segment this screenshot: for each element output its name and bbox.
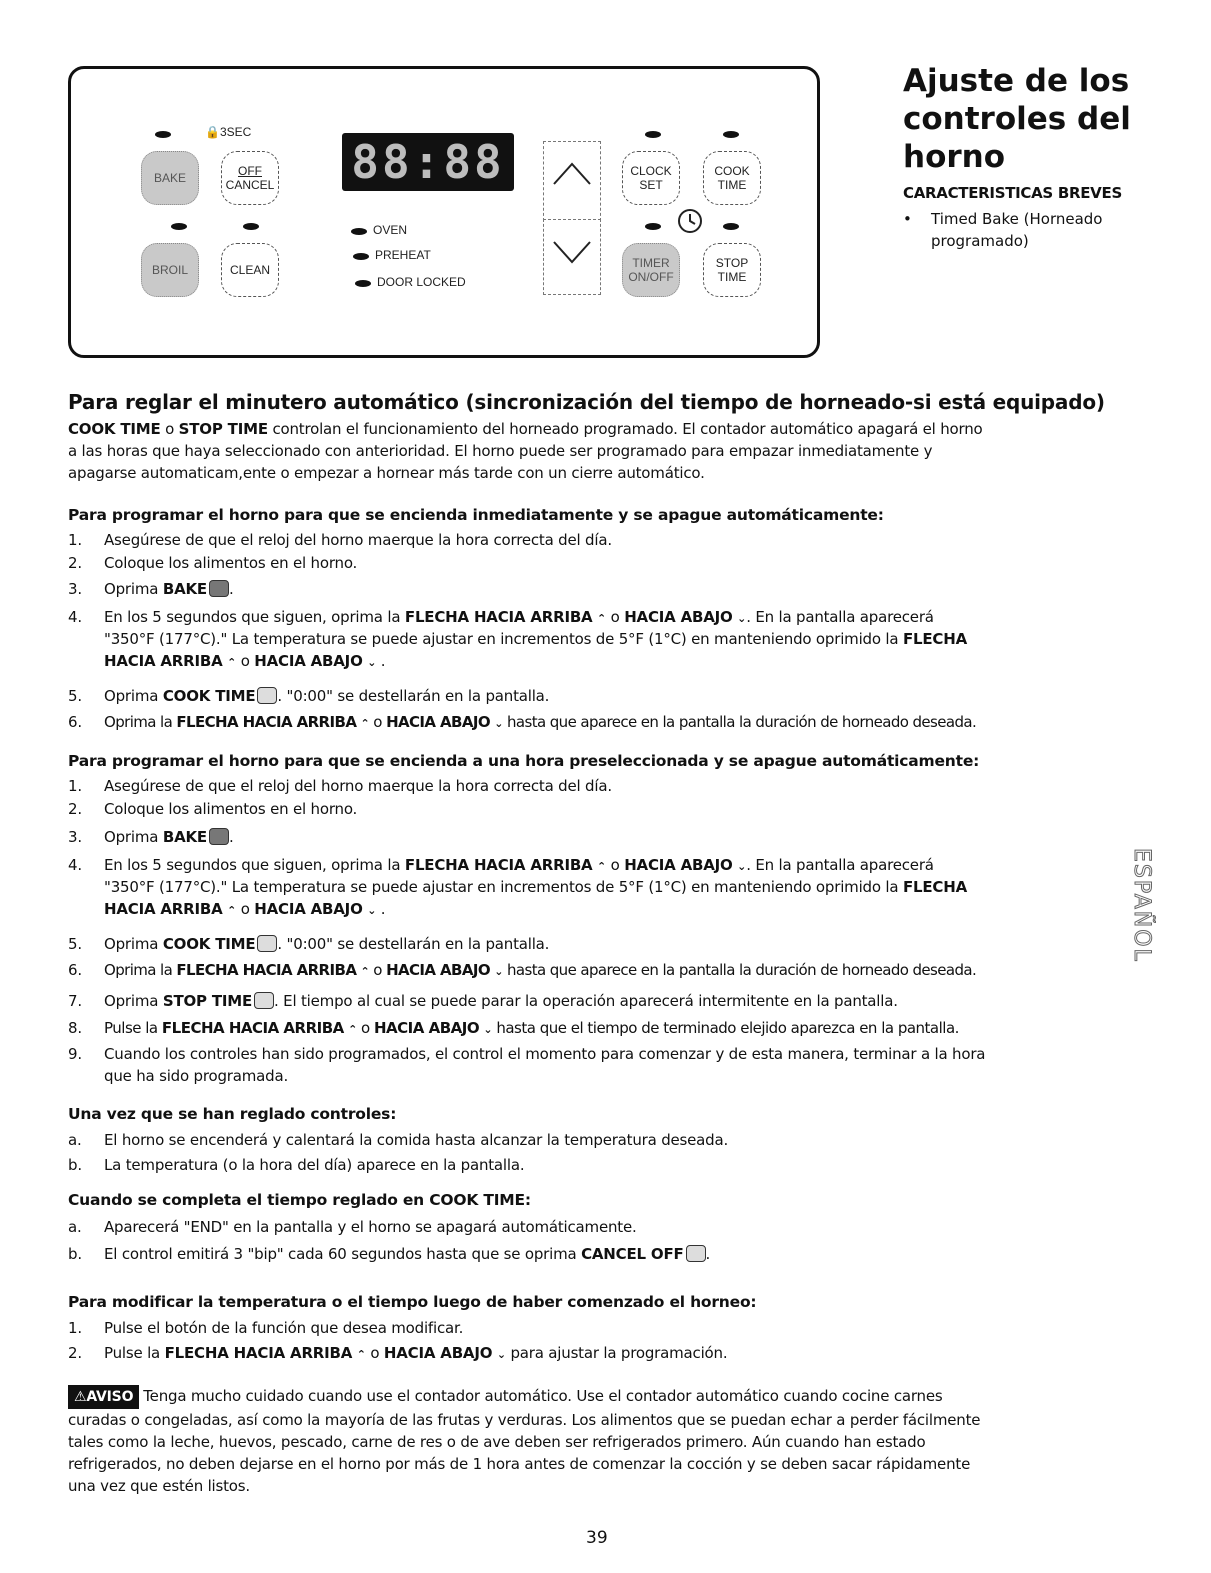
cook-time-key-icon bbox=[257, 935, 277, 952]
oven-indicator-label: OVEN bbox=[373, 223, 408, 237]
subheading-immediate: Para programar el horno para que se encienda inmediatamente y se apague automáticamente: bbox=[68, 506, 884, 524]
down-arrow-button bbox=[543, 219, 601, 295]
list-item: 1. Asegúrese de que el reloj del horno maerque la hora correcta del día. bbox=[68, 531, 612, 549]
features-heading: CARACTERISTICAS BREVES bbox=[903, 184, 1122, 202]
list-item: 6. Oprima la FLECHA HACIA ARRIBA ⌃ o HACIA ABAJO ⌄ hasta que aparece en la pantalla la duración de horneado deseada. bbox=[68, 713, 977, 731]
section-heading: Para reglar el minutero automático (sincronización del tiempo de horneado-si está equipado) bbox=[68, 390, 1105, 414]
list-item: a. Aparecerá "END" en la pantalla y el horno se apagará automáticamente. bbox=[68, 1218, 637, 1236]
preheat-indicator-led bbox=[353, 253, 369, 260]
list-item: 4. En los 5 segundos que siguen, oprima la FLECHA HACIA ARRIBA ⌃ o HACIA ABAJO ⌄. En la pantalla aparecerá "350°F (177°C)." La temperatura se puede ajustar en incrementos de 5°F (1°C) en manteniendo oprimido la FLECHA HACIA ARRIBA ⌃ o HACIA ABAJO ⌄ . bbox=[68, 608, 967, 670]
page-number: 39 bbox=[586, 1528, 608, 1548]
clock-led bbox=[645, 131, 661, 138]
led-display: 88:88 bbox=[342, 133, 514, 191]
oven-indicator-led bbox=[351, 228, 367, 235]
cook-time-led bbox=[723, 131, 739, 138]
clock-set-button: CLOCK SET bbox=[622, 151, 680, 205]
bake-led bbox=[155, 131, 171, 138]
subheading-preselected: Para programar el horno para que se encienda a una hora preseleccionada y se apague automáticamente: bbox=[68, 752, 980, 770]
broil-led bbox=[171, 223, 187, 230]
clean-led bbox=[243, 223, 259, 230]
list-item: b. La temperatura (o la hora del día) aparece en la pantalla. bbox=[68, 1156, 525, 1174]
list-item: a. El horno se encenderá y calentará la comida hasta alcanzar la temperatura deseada. bbox=[68, 1131, 729, 1149]
list-item: 4. En los 5 segundos que siguen, oprima la FLECHA HACIA ARRIBA ⌃ o HACIA ABAJO ⌄. En la pantalla aparecerá "350°F (177°C)." La temperatura se puede ajustar en incrementos de 5°F (1°C) en manteniendo oprimido la FLECHA HACIA ARRIBA ⌃ o HACIA ABAJO ⌄ . bbox=[68, 856, 967, 918]
preheat-indicator-label: PREHEAT bbox=[375, 248, 431, 262]
bake-key-icon bbox=[209, 828, 229, 845]
list-item: 8. Pulse la FLECHA HACIA ARRIBA ⌃ o HACIA ABAJO ⌄ hasta que el tiempo de terminado elejido aparezca en la pantalla. bbox=[68, 1019, 959, 1037]
list-item: 3. Oprima BAKE . bbox=[68, 828, 234, 846]
subheading-once-set: Una vez que se han reglado controles: bbox=[68, 1105, 397, 1123]
list-item: 7. Oprima STOP TIME . El tiempo al cual se puede parar la operación aparecerá intermitente en la pantalla. bbox=[68, 992, 898, 1010]
subheading-modify: Para modificar la temperatura o el tiempo luego de haber comenzado el horneo: bbox=[68, 1293, 757, 1311]
list-item: 5. Oprima COOK TIME . "0:00" se destellarán en la pantalla. bbox=[68, 935, 550, 953]
timer-led bbox=[645, 223, 661, 230]
door-locked-indicator-led bbox=[355, 280, 371, 287]
list-item: 2. Coloque los alimentos en el horno. bbox=[68, 554, 358, 572]
up-arrow-icon bbox=[544, 142, 600, 212]
list-item: 6. Oprima la FLECHA HACIA ARRIBA ⌃ o HACIA ABAJO ⌄ hasta que aparece en la pantalla la duración de horneado deseada. bbox=[68, 961, 977, 979]
stop-time-button: STOP TIME bbox=[703, 243, 761, 297]
intro-paragraph: COOK TIME o STOP TIME controlan el funcionamiento del horneado programado. El contador automático apagará el horno a las horas que haya seleccionado con anterioridad. El horno puede ser programado para empazar inmediatamente y apagarse automaticam,ente o empezar a hornear más tarde con un cierre automático. bbox=[68, 420, 983, 482]
list-item: 2. Pulse la FLECHA HACIA ARRIBA ⌃ o HACIA ABAJO ⌄ para ajustar la programación. bbox=[68, 1344, 728, 1362]
list-item: 2. Coloque los alimentos en el horno. bbox=[68, 800, 358, 818]
list-item: 5. Oprima COOK TIME . "0:00" se destellarán en la pantalla. bbox=[68, 687, 550, 705]
language-side-tab: ESPAÑOL bbox=[1129, 848, 1154, 963]
list-item: 3. Oprima BAKE . bbox=[68, 580, 234, 598]
cook-time-key-icon bbox=[257, 687, 277, 704]
cancel-off-key-icon bbox=[686, 1245, 706, 1262]
control-panel-illustration bbox=[68, 66, 820, 358]
bake-key-icon bbox=[209, 580, 229, 597]
timer-on-off-button: TIMER ON/OFF bbox=[622, 243, 680, 297]
list-item: 1. Asegúrese de que el reloj del horno maerque la hora correcta del día. bbox=[68, 777, 612, 795]
stop-time-led bbox=[723, 223, 739, 230]
bake-button: BAKE bbox=[141, 151, 199, 205]
list-item: b. El control emitirá 3 "bip" cada 60 segundos hasta que se oprima CANCEL OFF . bbox=[68, 1245, 711, 1263]
clean-button: CLEAN bbox=[221, 243, 279, 297]
bullet-icon: • bbox=[903, 210, 912, 228]
list-item: 1. Pulse el botón de la función que desea modificar. bbox=[68, 1319, 464, 1337]
warning-block: ⚠AVISO Tenga mucho cuidado cuando use el contador automático. Use el contador automático cuando cocine carnes curadas o congeladas, así como la mayoría de las frutas y verduras. Los alimentos que se puedan echar a perder fácilmente tales como la leche, huevos, pescado, carne de res o de ave deben ser refrigerados primero. Aún cuando han estado refrigerados, no deben dejarse en el horno por más de 1 hora antes de comenzar la cocción y se deben sacar rápidamente una vez que estén listos. bbox=[68, 1387, 981, 1495]
warning-badge: ⚠AVISO bbox=[68, 1385, 139, 1409]
down-arrow-icon bbox=[544, 220, 600, 290]
list-item: 9. Cuando los controles han sido programados, el control el momento para comenzar y de esta manera, terminar a la hora que ha sido programada. bbox=[68, 1045, 986, 1085]
lock-label: 🔒3SEC bbox=[205, 125, 252, 139]
clock-icon bbox=[676, 207, 704, 235]
door-locked-indicator-label: DOOR LOCKED bbox=[377, 275, 466, 289]
page-title: Ajuste de los controles del horno bbox=[903, 63, 1131, 175]
cook-time-button: COOK TIME bbox=[703, 151, 761, 205]
subheading-cook-time-complete: Cuando se completa el tiempo reglado en COOK TIME: bbox=[68, 1191, 531, 1209]
up-arrow-button bbox=[543, 141, 601, 221]
off-cancel-button: OFF CANCEL bbox=[221, 151, 279, 205]
broil-button: BROIL bbox=[141, 243, 199, 297]
stop-time-key-icon bbox=[254, 992, 274, 1009]
